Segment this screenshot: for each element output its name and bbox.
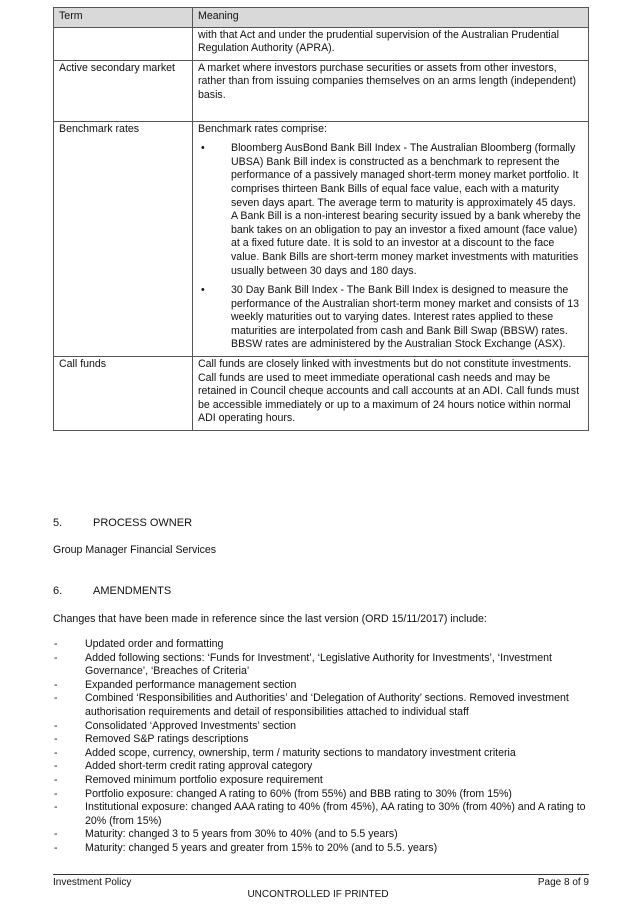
dash-bullet-icon: - xyxy=(54,841,58,854)
dash-bullet-icon: - xyxy=(54,651,58,664)
list-item xyxy=(53,733,589,747)
dash-bullet-icon: - xyxy=(54,787,58,800)
amendment-text: Maturity: changed 5 years and greater from 15% to 20% (and to 5.5. years) xyxy=(85,841,438,854)
dash-bullet-icon: - xyxy=(54,760,58,773)
footer-page-number: Page 8 of 9 xyxy=(537,877,589,888)
term-cell xyxy=(54,27,193,60)
table-row xyxy=(54,357,589,431)
list-item xyxy=(53,747,589,761)
list-item xyxy=(53,638,589,652)
meaning-cell: with that Act and under the prudential supervision of the Australian Prudential Regulation Authority (APRA). xyxy=(193,27,589,60)
dash-bullet-icon: - xyxy=(54,692,58,705)
amendment-text: Institutional exposure: changed AAA rating to 40% (from 45%), AA rating to 30% (from 40%) and A rating to 20% (from 15%) xyxy=(85,801,586,827)
amendment-text: Maturity: changed 3 to 5 years from 30% to 40% (and to 5.5 years) xyxy=(85,828,398,841)
term-cell: Call funds xyxy=(54,357,193,431)
footer-divider xyxy=(53,874,589,875)
amendment-text: Added short-term credit rating approval category xyxy=(85,760,313,773)
table-row xyxy=(54,60,589,121)
list-item xyxy=(198,284,583,352)
term-cell: Active secondary market xyxy=(54,60,193,121)
dash-bullet-icon: - xyxy=(54,733,58,746)
section-number: 6. xyxy=(53,585,63,597)
list-item xyxy=(53,652,589,679)
dash-bullet-icon: - xyxy=(54,801,58,814)
footer-document-title: Investment Policy xyxy=(53,877,132,888)
amendments-list xyxy=(53,638,589,856)
meaning-cell: Call funds are closely linked with investments but do not constitute investments. Call funds are used to meet immediate operational cash needs and may be retained in Council cheque accounts and call accounts at an ADI. Call funds must be accessible immediately or up to a maximum of 24 hours notice within normal ADI operating hours. xyxy=(193,357,589,431)
list-item xyxy=(53,828,589,842)
amendment-text: Added scope, currency, ownership, term / maturity sections to mandatory investment criteria xyxy=(85,746,516,759)
benchmark-item-text: 30 Day Bank Bill Index - The Bank Bill Index is designed to measure the performance of the Australian short-term money market and consists of 13 weekly maturities out to varying dates. Interest rates applied to these maturities are interpolated from cash and Bank Bill Swap (BBSW) rates. BBSW rates are administered by the Australian Stock Exchange (ASX). xyxy=(231,284,579,351)
definitions-table xyxy=(53,7,589,431)
dash-bullet-icon: - xyxy=(54,678,58,691)
meaning-cell: A market where investors purchase securities or assets from other investors, rather than from issuing companies themselves on an arms length (independent) basis. xyxy=(193,60,589,121)
section-5-heading xyxy=(53,516,192,530)
list-item xyxy=(198,142,583,278)
dash-bullet-icon: - xyxy=(54,773,58,786)
meaning-cell xyxy=(193,121,589,357)
list-item xyxy=(53,842,589,856)
dash-bullet-icon: - xyxy=(54,828,58,841)
process-owner-text: Group Manager Financial Services xyxy=(53,544,217,556)
section-6-heading xyxy=(53,584,171,598)
amendment-text: Consolidated ‘Approved Investments’ section xyxy=(85,719,297,732)
footer-notice: UNCONTROLLED IF PRINTED xyxy=(247,889,389,900)
list-item xyxy=(53,774,589,788)
amendment-text: Expanded performance management section xyxy=(85,678,297,691)
table-row xyxy=(54,121,589,357)
table-header-row xyxy=(54,8,589,28)
bullet-icon: • xyxy=(201,284,205,297)
amendment-text: Removed minimum portfolio exposure requirement xyxy=(85,773,323,786)
dash-bullet-icon: - xyxy=(54,746,58,759)
list-item xyxy=(53,788,589,802)
bullet-icon: • xyxy=(201,142,205,155)
list-item xyxy=(53,720,589,734)
list-item xyxy=(53,801,589,828)
amendments-intro: Changes that have been made in reference since the last version (ORD 15/11/2017) include: xyxy=(53,613,487,625)
benchmark-item-text: Bloomberg AusBond Bank Bill Index - The Australian Bloomberg (formally UBSA) Bank Bill index is constructed as a benchmark to represent the performance of a passively managed short-term money market portfolio. It comprises thirteen Bank Bills of equal face value, each with a maturity seven days apart. The average term to maturity is approximately 45 days. A Bank Bill is a non-interest bearing security issued by a bank whereby the bank takes on an obligation to pay an investor a fixed amount (face value) at a fixed future date. It is sold to an investor at a discount to the face value. Bank Bills are short-term money market investments with maturities usually between 30 days and 180 days. xyxy=(231,142,581,277)
amendment-text: Combined ‘Responsibilities and Authorities’ and ‘Delegation of Authority’ sections. Removed investment authorisation requirements and detail of responsibilities attached to individual staff xyxy=(85,692,569,718)
column-header-meaning: Meaning xyxy=(193,8,589,28)
benchmark-intro: Benchmark rates comprise: xyxy=(198,122,327,135)
dash-bullet-icon: - xyxy=(54,638,58,650)
amendment-text: Removed S&P ratings descriptions xyxy=(85,733,249,746)
list-item xyxy=(53,692,589,719)
table-row xyxy=(54,27,589,60)
list-item xyxy=(53,760,589,774)
dash-bullet-icon: - xyxy=(54,719,58,732)
amendment-text: Updated order and formatting xyxy=(85,638,224,650)
amendment-text: Added following sections: ‘Funds for Investment’, ‘Legislative Authority for Investments’, ‘Investment Governance’, ‘Breaches of Criteria’ xyxy=(85,651,552,678)
section-title: AMENDMENTS xyxy=(93,585,172,597)
amendment-text: Portfolio exposure: changed A rating to 60% (from 55%) and BBB rating to 30% (from 15%) xyxy=(85,787,512,800)
benchmark-list xyxy=(198,142,583,352)
column-header-term: Term xyxy=(54,8,193,28)
list-item xyxy=(53,679,589,693)
section-title: PROCESS OWNER xyxy=(93,517,193,529)
term-cell: Benchmark rates xyxy=(54,121,193,357)
section-number: 5. xyxy=(53,517,63,529)
